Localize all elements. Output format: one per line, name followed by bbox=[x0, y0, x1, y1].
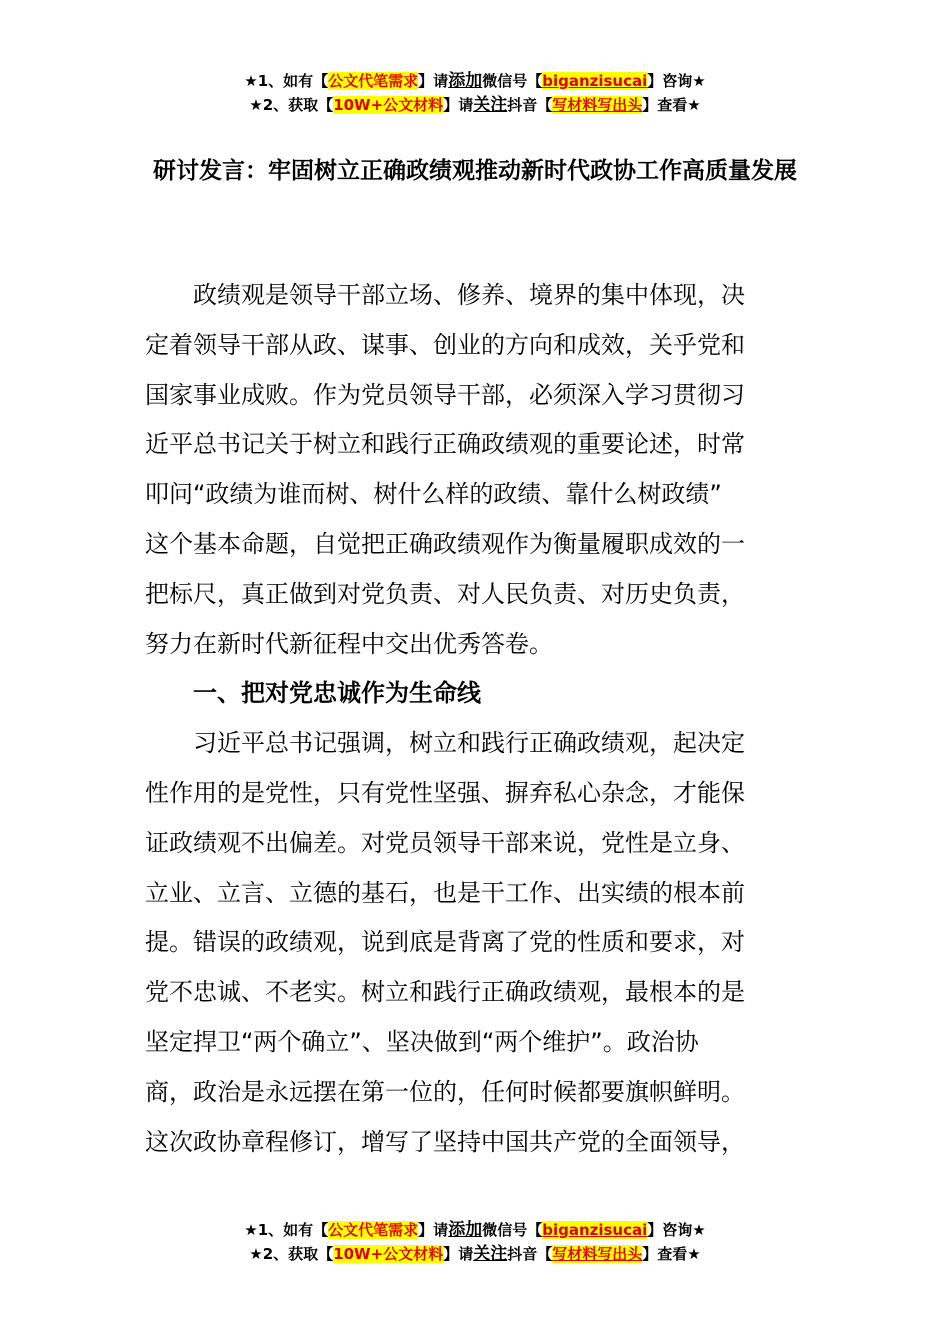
promo-text: 】查看★ bbox=[642, 1245, 701, 1263]
promo-text: ★1、如有【 bbox=[244, 1221, 329, 1239]
promo-highlight: 10W+公文材料 bbox=[333, 96, 444, 114]
section-heading: 一、把对党忠诚作为生命线 bbox=[145, 679, 481, 708]
text-line: 这个基本命题，自觉把正确政绩观作为衡量履职成效的一 bbox=[145, 530, 745, 558]
text-line: 这次政协章程修订，增写了坚持中国共产党的全面领导， bbox=[145, 1127, 745, 1156]
promo-highlight: 10W+公文材料 bbox=[333, 1245, 444, 1263]
text-line: 近平总书记关于树立和践行正确政绩观的重要论述，时常 bbox=[145, 430, 745, 459]
douyin-id: 写材料写出头 bbox=[552, 96, 643, 114]
promo-emphasis: 关注 bbox=[473, 1244, 508, 1264]
text-line: 习近平总书记强调，树立和践行正确政绩观，起决定 bbox=[145, 729, 745, 758]
text-line: 努力在新时代新征程中交出优秀答卷。 bbox=[145, 629, 553, 658]
text-line: 坚定捍卫“两个确立”、坚决做到“两个维护”。政治协 bbox=[145, 1028, 699, 1056]
promo-emphasis: 添加 bbox=[448, 71, 483, 91]
wechat-id: biganzisucai bbox=[542, 1221, 648, 1239]
promo-header bbox=[0, 69, 950, 117]
text-line: 性作用的是党性，只有党性坚强、摒弃私心杂念，才能保 bbox=[145, 779, 745, 807]
promo-emphasis: 添加 bbox=[448, 1220, 483, 1240]
text-line: 叩问“政绩为谁而树、树什么样的政绩、靠什么树政绩” bbox=[145, 480, 722, 509]
text-line: 定着领导干部从政、谋事、创业的方向和成效，关乎党和 bbox=[145, 330, 745, 359]
promo-text: ★2、获取【 bbox=[249, 96, 334, 114]
text-line: 政绩观是领导干部立场、修养、境界的集中体现，决 bbox=[145, 281, 745, 309]
text-line: 提。错误的政绩观，说到底是背离了党的性质和要求，对 bbox=[145, 928, 745, 957]
promo-text: 】请 bbox=[418, 72, 449, 90]
promo-text: 】请 bbox=[443, 96, 474, 114]
text-line: 商，政治是永远摆在第一位的，任何时候都要旗帜鲜明。 bbox=[145, 1077, 745, 1106]
promo-text: ★2、获取【 bbox=[249, 1245, 334, 1263]
promo-highlight: 公文代笔需求 bbox=[328, 72, 419, 90]
promo-text: 】请 bbox=[443, 1245, 474, 1263]
promo-emphasis: 关注 bbox=[473, 95, 508, 115]
promo-line-1 bbox=[0, 69, 950, 93]
douyin-id: 写材料写出头 bbox=[552, 1245, 643, 1263]
promo-text: 抖音【 bbox=[507, 1245, 553, 1263]
promo-line-2 bbox=[0, 1242, 950, 1266]
promo-text: 微信号【 bbox=[482, 72, 543, 90]
promo-text: 】咨询★ bbox=[647, 1221, 706, 1239]
promo-line-2 bbox=[0, 93, 950, 117]
promo-line-1 bbox=[0, 1218, 950, 1242]
promo-text: 】查看★ bbox=[642, 96, 701, 114]
promo-text: 】请 bbox=[418, 1221, 449, 1239]
text-line: 把标尺，真正做到对党负责、对人民负责、对历史负责， bbox=[145, 579, 745, 608]
page-title: 研讨发言：牢固树立正确政绩观推动新时代政协工作高质量发展 bbox=[153, 158, 797, 184]
promo-footer bbox=[0, 1218, 950, 1266]
text-line: 证政绩观不出偏差。对党员领导干部来说，党性是立身、 bbox=[145, 828, 745, 857]
promo-text: 微信号【 bbox=[482, 1221, 543, 1239]
promo-text: 抖音【 bbox=[507, 96, 553, 114]
promo-highlight: 公文代笔需求 bbox=[328, 1221, 419, 1239]
promo-text: ★1、如有【 bbox=[244, 72, 329, 90]
promo-text: 】咨询★ bbox=[647, 72, 706, 90]
wechat-id: biganzisucai bbox=[542, 72, 648, 90]
text-line: 国家事业成败。作为党员领导干部，必须深入学习贯彻习 bbox=[145, 380, 745, 409]
text-line: 立业、立言、立德的基石，也是干工作、出实绩的根本前 bbox=[145, 878, 745, 907]
text-line: 党不忠诚、不老实。树立和践行正确政绩观，最根本的是 bbox=[145, 978, 745, 1007]
